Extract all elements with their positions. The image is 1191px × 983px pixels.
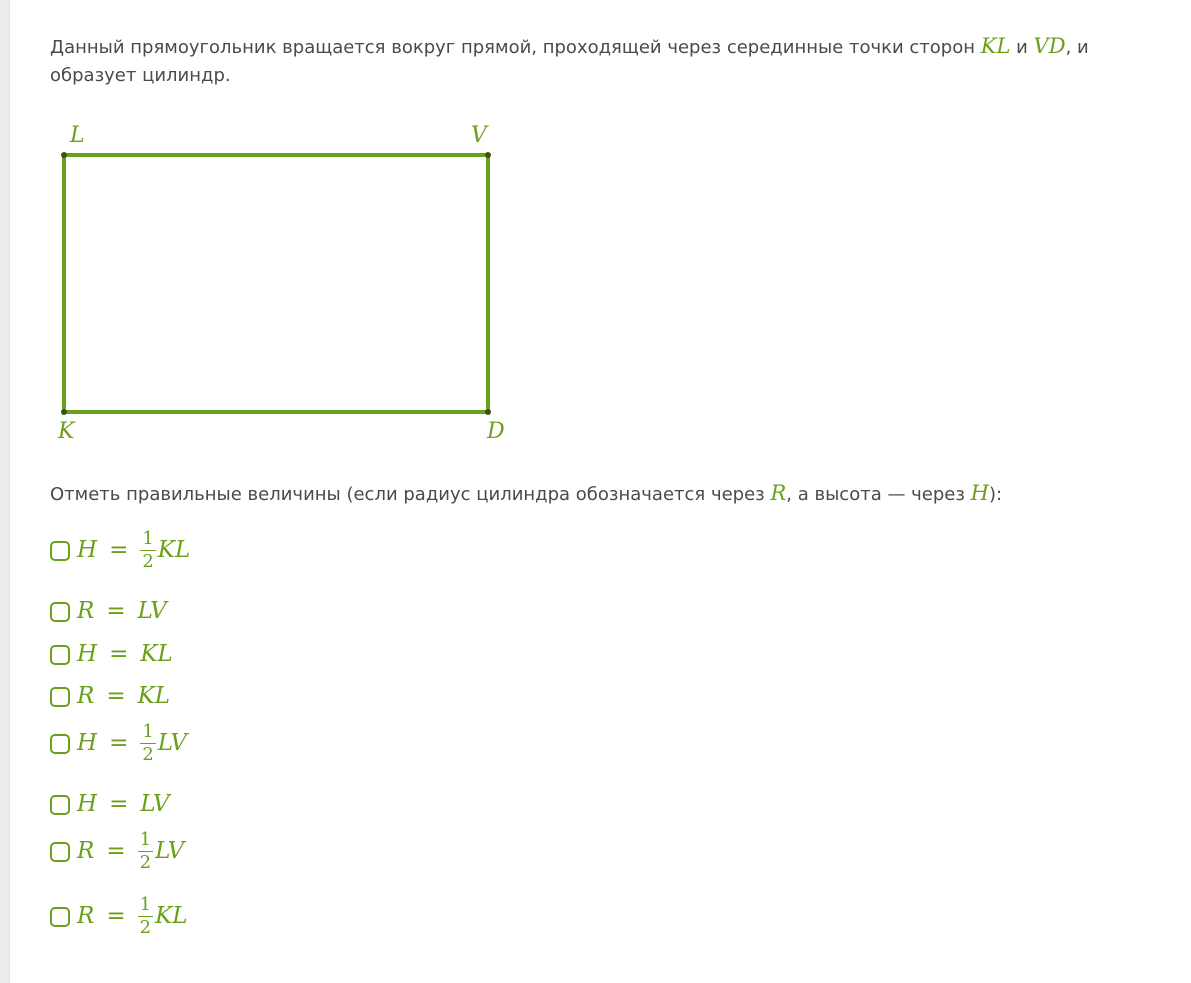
rectangle-figure [50, 115, 530, 450]
option-checkbox[interactable] [50, 687, 70, 707]
option-formula [77, 723, 187, 764]
fraction-numerator: 1 [142, 528, 154, 549]
rectangle-diagram [50, 115, 530, 450]
option-checkbox[interactable] [50, 645, 70, 665]
option-formula [77, 600, 167, 623]
option-formula [77, 643, 173, 666]
vertex-l-point [61, 152, 67, 158]
option-checkbox[interactable] [50, 795, 70, 815]
segment-vd-label: VD [1033, 34, 1066, 58]
option-checkbox[interactable] [50, 734, 70, 754]
fraction-denominator: 2 [139, 917, 152, 938]
formula-fraction [138, 831, 153, 872]
radius-symbol: R [770, 481, 787, 505]
option-checkbox[interactable] [50, 907, 70, 927]
formula-rhs: LV [137, 598, 167, 624]
formula-equals: = [106, 903, 126, 929]
question-middle-text: , а высота — через [786, 484, 971, 505]
conjunction-text: и [1010, 37, 1034, 58]
fraction-denominator: 2 [142, 551, 154, 572]
vertex-label-k: K [58, 419, 75, 444]
left-rail [0, 0, 10, 983]
option-formula [77, 793, 170, 816]
vertex-v-point [485, 152, 491, 158]
formula-variable: H [77, 791, 98, 817]
formula-rhs: KL [157, 537, 191, 563]
task-intro-text: Данный прямоугольник вращается вокруг прямой, проходящей через серединные точки сторон [50, 37, 981, 58]
answer-option[interactable] [50, 685, 170, 708]
fraction-numerator: 1 [139, 894, 152, 915]
answer-option[interactable] [50, 643, 173, 666]
formula-equals: = [109, 537, 129, 563]
formula-variable: H [77, 537, 98, 563]
formula-rhs: LV [157, 730, 187, 756]
formula-rhs: LV [155, 838, 185, 864]
formula-rhs: KL [137, 683, 171, 709]
fraction-denominator: 2 [139, 852, 152, 873]
formula-equals: = [106, 683, 126, 709]
formula-variable: R [77, 903, 95, 929]
fraction-denominator: 2 [142, 744, 154, 765]
formula-variable: H [77, 641, 98, 667]
vertex-label-l: L [70, 123, 85, 148]
formula-equals: = [109, 791, 129, 817]
formula-rhs: KL [155, 903, 188, 929]
option-formula [77, 896, 188, 937]
formula-fraction [140, 723, 155, 764]
option-checkbox[interactable] [50, 602, 70, 622]
answer-option[interactable] [50, 896, 188, 937]
question-start-text: Отметь правильные величины (если радиус цилиндра обозначается через [50, 484, 771, 505]
formula-rhs: KL [140, 641, 173, 667]
vertex-label-v: V [471, 123, 487, 148]
formula-equals: = [109, 641, 129, 667]
answer-option[interactable] [50, 530, 190, 571]
formula-rhs: LV [140, 791, 170, 817]
question-end-text: ): [989, 484, 1003, 505]
task-intro-end-text: , и образует цилиндр. [50, 37, 1089, 86]
fraction-numerator: 1 [139, 829, 152, 850]
formula-fraction [140, 530, 155, 571]
answer-option[interactable] [50, 831, 184, 872]
formula-equals: = [106, 598, 126, 624]
vertex-label-d: D [487, 419, 505, 444]
vertex-d-point [485, 409, 491, 415]
answer-option[interactable] [50, 600, 167, 623]
task-description [50, 32, 1150, 90]
formula-variable: R [77, 598, 95, 624]
option-formula [77, 530, 190, 571]
fraction-numerator: 1 [142, 721, 154, 742]
answer-option[interactable] [50, 793, 170, 816]
formula-variable: R [77, 683, 95, 709]
formula-variable: H [77, 730, 98, 756]
formula-equals: = [109, 730, 129, 756]
formula-variable: R [77, 838, 95, 864]
option-formula [77, 831, 184, 872]
answer-option[interactable] [50, 723, 187, 764]
formula-fraction [138, 896, 153, 937]
question-text [50, 479, 1150, 509]
segment-kl-label: KL [980, 34, 1011, 58]
option-checkbox[interactable] [50, 541, 70, 561]
rectangle-shape [64, 155, 488, 412]
option-checkbox[interactable] [50, 842, 70, 862]
formula-equals: = [106, 838, 126, 864]
height-symbol: H [970, 481, 989, 505]
option-formula [77, 685, 170, 708]
vertex-k-point [61, 409, 67, 415]
